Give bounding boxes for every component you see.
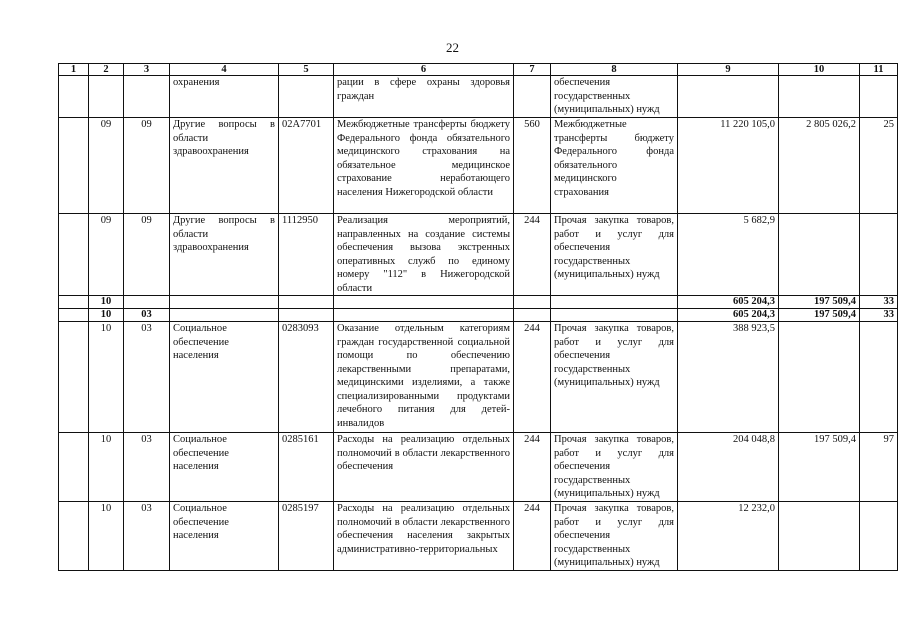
section-code-cell: 10 [89, 296, 124, 309]
section-code-cell: 09 [89, 118, 124, 214]
page-number: 22 [446, 40, 459, 55]
subsection-code-cell: 03 [124, 309, 170, 322]
expense-type-cell: 560 [514, 118, 551, 214]
amount-cell: 12 232,0 [678, 502, 779, 571]
target-article-cell: 02А7701 [279, 118, 334, 214]
table-cell [59, 118, 89, 214]
table-row [59, 118, 898, 214]
section-name-cell: Другие вопросы в области здравоохранения [170, 118, 279, 214]
table-cell [170, 309, 279, 322]
column-header: 6 [334, 64, 514, 76]
expense-type-name-cell: обеспечения государственных (муниципальных) нужд [551, 76, 678, 118]
target-article-name-cell: Межбюджетные трансферты бюджету Федерального фонда обязательного медицинского страхования на обязательное медицинское страхование неработающего населения Нижегородской области [334, 118, 514, 214]
amount-cell: 5 682,9 [678, 214, 779, 296]
percent-cell: 33 [860, 296, 898, 309]
table-cell [124, 76, 170, 118]
target-article-cell: 0285161 [279, 433, 334, 502]
expense-type-name-cell: Прочая закупка товаров, работ и услуг для обеспечения государственных (муниципальных) нужд [551, 214, 678, 296]
subsection-code-cell: 03 [124, 433, 170, 502]
subsection-code-cell: 03 [124, 322, 170, 433]
table-cell [59, 433, 89, 502]
column-header: 9 [678, 64, 779, 76]
section-code-cell: 10 [89, 322, 124, 433]
target-article-cell [279, 76, 334, 118]
percent-cell: 33 [860, 309, 898, 322]
amount-cell: 605 204,3 [678, 296, 779, 309]
expense-type-cell: 244 [514, 502, 551, 571]
amount-cell [678, 76, 779, 118]
table-cell [279, 296, 334, 309]
table-row [59, 76, 898, 118]
column-header: 7 [514, 64, 551, 76]
section-code-cell: 10 [89, 502, 124, 571]
column-number-header-row [59, 64, 898, 76]
expense-type-name-cell: Прочая закупка товаров, работ и услуг для обеспечения государственных (муниципальных) нужд [551, 433, 678, 502]
target-article-name-cell: Оказание отдельным категориям граждан государственной социальной помощи по обеспечению лекарственными препаратами, медицинскими изделиями, а также специализированными продуктами лечебного питания для детей-инвалидов [334, 322, 514, 433]
amount-cell: 204 048,8 [678, 433, 779, 502]
executed-cell [779, 502, 860, 571]
expense-type-cell: 244 [514, 214, 551, 296]
target-article-name-cell: рации в сфере охраны здоровья граждан [334, 76, 514, 118]
expense-type-cell: 244 [514, 322, 551, 433]
target-article-name-cell: Реализация мероприятий, направленных на создание системы обеспечения вызова экстренных оперативных служб по единому номеру "112" в Нижегородской области [334, 214, 514, 296]
executed-cell: 2 805 026,2 [779, 118, 860, 214]
column-header: 10 [779, 64, 860, 76]
column-header: 5 [279, 64, 334, 76]
table-row [59, 322, 898, 433]
column-header: 2 [89, 64, 124, 76]
subsection-total-row [59, 309, 898, 322]
section-name-cell: Социальное обеспечение населения [170, 502, 279, 571]
executed-cell [779, 214, 860, 296]
percent-cell: 97 [860, 433, 898, 502]
percent-cell [860, 214, 898, 296]
expense-type-cell [514, 76, 551, 118]
percent-cell [860, 76, 898, 118]
section-name-cell: Социальное обеспечение населения [170, 433, 279, 502]
table-cell [514, 296, 551, 309]
table-cell [59, 502, 89, 571]
target-article-name-cell: Расходы на реализацию отдельных полномочий в области лекарственного обеспечения [334, 433, 514, 502]
table-cell [59, 322, 89, 433]
table-cell [334, 296, 514, 309]
expense-type-name-cell: Межбюджетные трансферты бюджету Федерального фонда обязательного медицинского страхования [551, 118, 678, 214]
column-header: 1 [59, 64, 89, 76]
table-cell [551, 296, 678, 309]
column-header: 11 [860, 64, 898, 76]
target-article-cell: 0285197 [279, 502, 334, 571]
percent-cell [860, 322, 898, 433]
table-row [59, 433, 898, 502]
target-article-name-cell: Расходы на реализацию отдельных полномочий в области лекарственного обеспечения населения закрытых административно-территориальных [334, 502, 514, 571]
expense-type-name-cell: Прочая закупка товаров, работ и услуг для обеспечения государственных (муниципальных) нужд [551, 322, 678, 433]
table-row [59, 502, 898, 571]
section-name-cell: Другие вопросы в области здравоохранения [170, 214, 279, 296]
subsection-code-cell: 09 [124, 118, 170, 214]
budget-table [58, 63, 898, 571]
table-cell [89, 76, 124, 118]
table-cell [551, 309, 678, 322]
table-cell [514, 309, 551, 322]
target-article-cell: 0283093 [279, 322, 334, 433]
executed-cell [779, 76, 860, 118]
section-name-cell: охранения [170, 76, 279, 118]
column-header: 8 [551, 64, 678, 76]
subsection-code-cell: 09 [124, 214, 170, 296]
table-cell [59, 296, 89, 309]
table-row [59, 214, 898, 296]
table-cell [59, 309, 89, 322]
target-article-cell: 1112950 [279, 214, 334, 296]
section-name-cell: Социальное обеспечение населения [170, 322, 279, 433]
executed-cell: 197 509,4 [779, 296, 860, 309]
expense-type-cell: 244 [514, 433, 551, 502]
section-code-cell: 09 [89, 214, 124, 296]
table-cell [59, 76, 89, 118]
table-cell [59, 214, 89, 296]
table-cell [334, 309, 514, 322]
executed-cell [779, 322, 860, 433]
table-cell [279, 309, 334, 322]
executed-cell: 197 509,4 [779, 309, 860, 322]
expense-type-name-cell: Прочая закупка товаров, работ и услуг для обеспечения государственных (муниципальных) нужд [551, 502, 678, 571]
section-code-cell: 10 [89, 309, 124, 322]
percent-cell: 25 [860, 118, 898, 214]
table-cell [170, 296, 279, 309]
section-total-row [59, 296, 898, 309]
subsection-code-cell: 03 [124, 502, 170, 571]
column-header: 3 [124, 64, 170, 76]
percent-cell [860, 502, 898, 571]
executed-cell: 197 509,4 [779, 433, 860, 502]
section-code-cell: 10 [89, 433, 124, 502]
column-header: 4 [170, 64, 279, 76]
amount-cell: 605 204,3 [678, 309, 779, 322]
subsection-code-cell [124, 296, 170, 309]
amount-cell: 388 923,5 [678, 322, 779, 433]
amount-cell: 11 220 105,0 [678, 118, 779, 214]
